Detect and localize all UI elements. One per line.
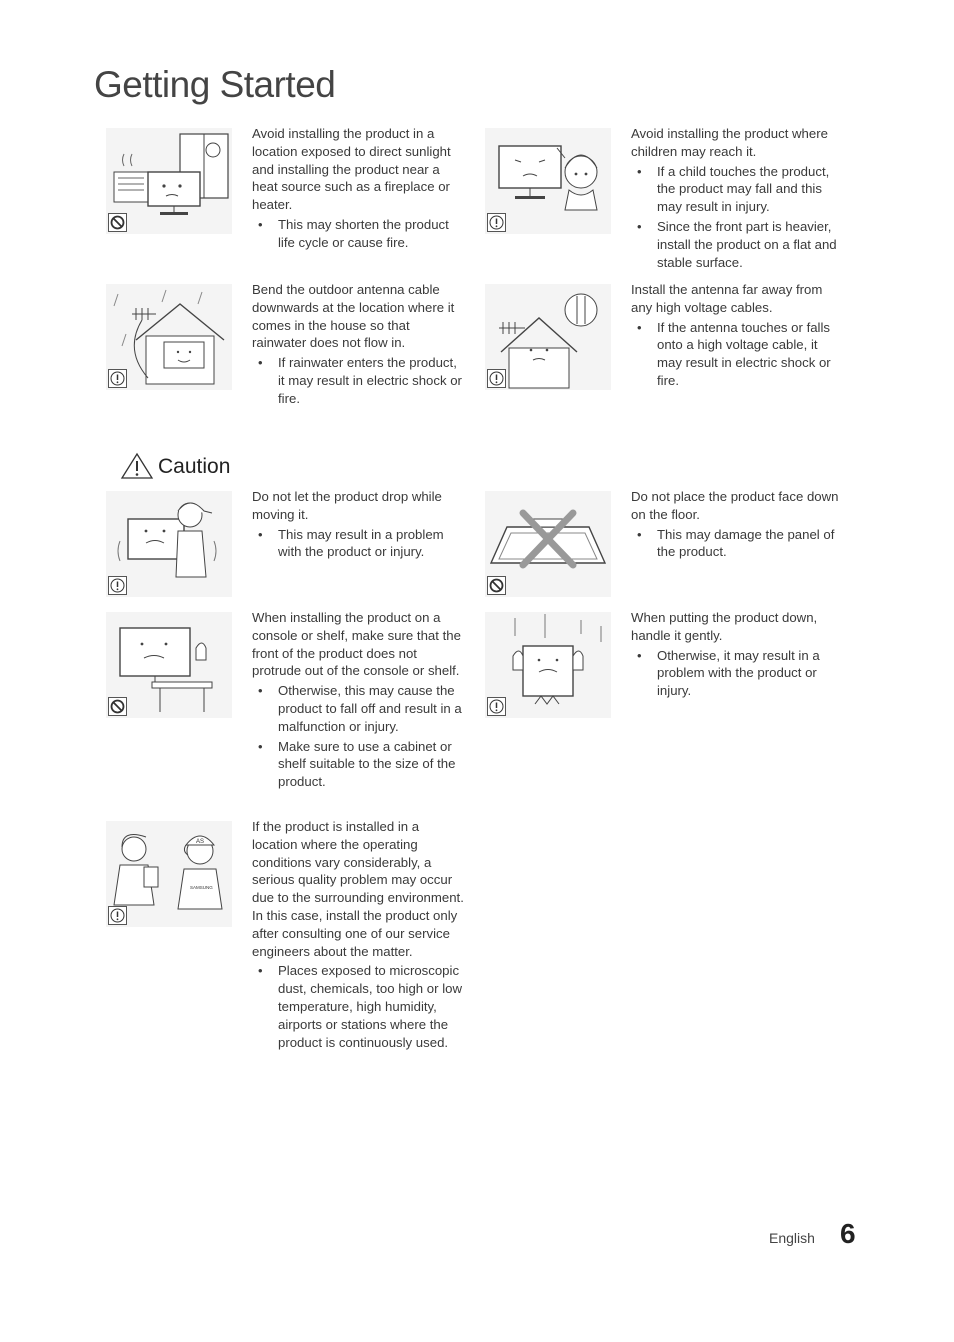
bullet-item: • This may shorten the product life cycle or cause fire.: [252, 216, 466, 252]
instruction-console-shelf: [252, 609, 466, 793]
instruction-face-down: [631, 488, 845, 563]
illustration-children: [485, 128, 611, 234]
caution-symbol-icon: [487, 213, 506, 232]
bullet-item: • This may result in a problem with the product or injury.: [252, 526, 466, 562]
caution-symbol-icon: [108, 576, 127, 595]
prohibited-symbol-icon: [108, 213, 127, 232]
bullet-list: [631, 163, 845, 272]
instruction-text: Do not place the product face down on the floor.: [631, 489, 839, 522]
prohibited-symbol-icon: [108, 697, 127, 716]
footer-language: English: [769, 1230, 815, 1246]
illustration-console-shelf: [106, 612, 232, 718]
bullet-item: • If a child touches the product, the product may fall and this may result in injury.: [631, 163, 845, 216]
warning-triangle-icon: [120, 452, 154, 480]
page-title: Getting Started: [94, 64, 336, 105]
illustration-service-engineer: [106, 821, 232, 927]
page-number: 6: [840, 1218, 856, 1249]
instruction-antenna-cable: [252, 281, 466, 410]
instruction-high-voltage: [631, 281, 845, 392]
bullet-list: [252, 354, 466, 407]
illustration-high-voltage: [485, 284, 611, 390]
bullet-list: [252, 526, 466, 562]
illustration-drop-moving: [106, 491, 232, 597]
caution-symbol-icon: [108, 906, 127, 925]
bullet-item: • Make sure to use a cabinet or shelf suitable to the size of the product.: [252, 738, 466, 791]
instruction-sunlight-heater: [252, 125, 466, 254]
instruction-put-down: [631, 609, 845, 702]
bullet-item: • If the antenna touches or falls onto a high voltage cable, it may result in electric shock or fire.: [631, 319, 845, 390]
instruction-text: Avoid installing the product in a location exposed to direct sunlight and installing the product near a heat source such as a fireplace or heater.: [252, 126, 451, 213]
illustration-sunlight-heater: [106, 128, 232, 234]
shirt-text: SAMSUNG: [190, 885, 213, 890]
instruction-text: When putting the product down, handle it gently.: [631, 610, 818, 643]
caution-symbol-icon: [487, 697, 506, 716]
instruction-text: Avoid installing the product where children may reach it.: [631, 126, 828, 159]
caution-heading: [120, 452, 230, 480]
bullet-item: • Otherwise, it may result in a problem with the product or injury.: [631, 647, 845, 700]
instruction-text: Bend the outdoor antenna cable downwards at the location where it comes in the house so that rainwater does not flow in.: [252, 282, 455, 351]
bullet-list: [252, 962, 466, 1051]
bullet-list: [252, 216, 466, 252]
illustration-put-down: [485, 612, 611, 718]
bullet-item: • This may damage the panel of the product.: [631, 526, 845, 562]
illustration-face-down: [485, 491, 611, 597]
instruction-operating-conditions: [252, 818, 466, 1053]
prohibited-symbol-icon: [487, 576, 506, 595]
bullet-item: • Since the front part is heavier, install the product on a flat and stable surface.: [631, 218, 845, 271]
instruction-text: Install the antenna far away from any high voltage cables.: [631, 282, 823, 315]
caution-symbol-icon: [108, 369, 127, 388]
caution-label: Caution: [158, 455, 231, 478]
instruction-text: Do not let the product drop while moving it.: [252, 489, 442, 522]
instruction-text: When installing the product on a console or shelf, make sure that the front of the product does not protrude out of the console or shelf.: [252, 610, 461, 679]
illustration-antenna-cable: [106, 284, 232, 390]
bullet-item: • Places exposed to microscopic dust, chemicals, too high or low temperature, high humidity, airports or stations where the product is continuously used.: [252, 962, 466, 1051]
bullet-list: [631, 647, 845, 700]
bullet-list: [631, 319, 845, 390]
caution-symbol-icon: [487, 369, 506, 388]
instruction-children: [631, 125, 845, 273]
cap-text: AS: [196, 839, 205, 845]
bullet-list: [252, 682, 466, 791]
bullet-item: • If rainwater enters the product, it may result in electric shock or fire.: [252, 354, 466, 407]
instruction-drop-moving: [252, 488, 466, 563]
bullet-item: • Otherwise, this may cause the product to fall off and result in a malfunction or injury.: [252, 682, 466, 735]
bullet-list: [631, 526, 845, 562]
instruction-text: If the product is installed in a location where the operating conditions vary considerably, a serious quality problem may occur due to the surrounding environment. In this case, install the product only after consulting one of our service engineers about the matter.: [252, 819, 464, 959]
